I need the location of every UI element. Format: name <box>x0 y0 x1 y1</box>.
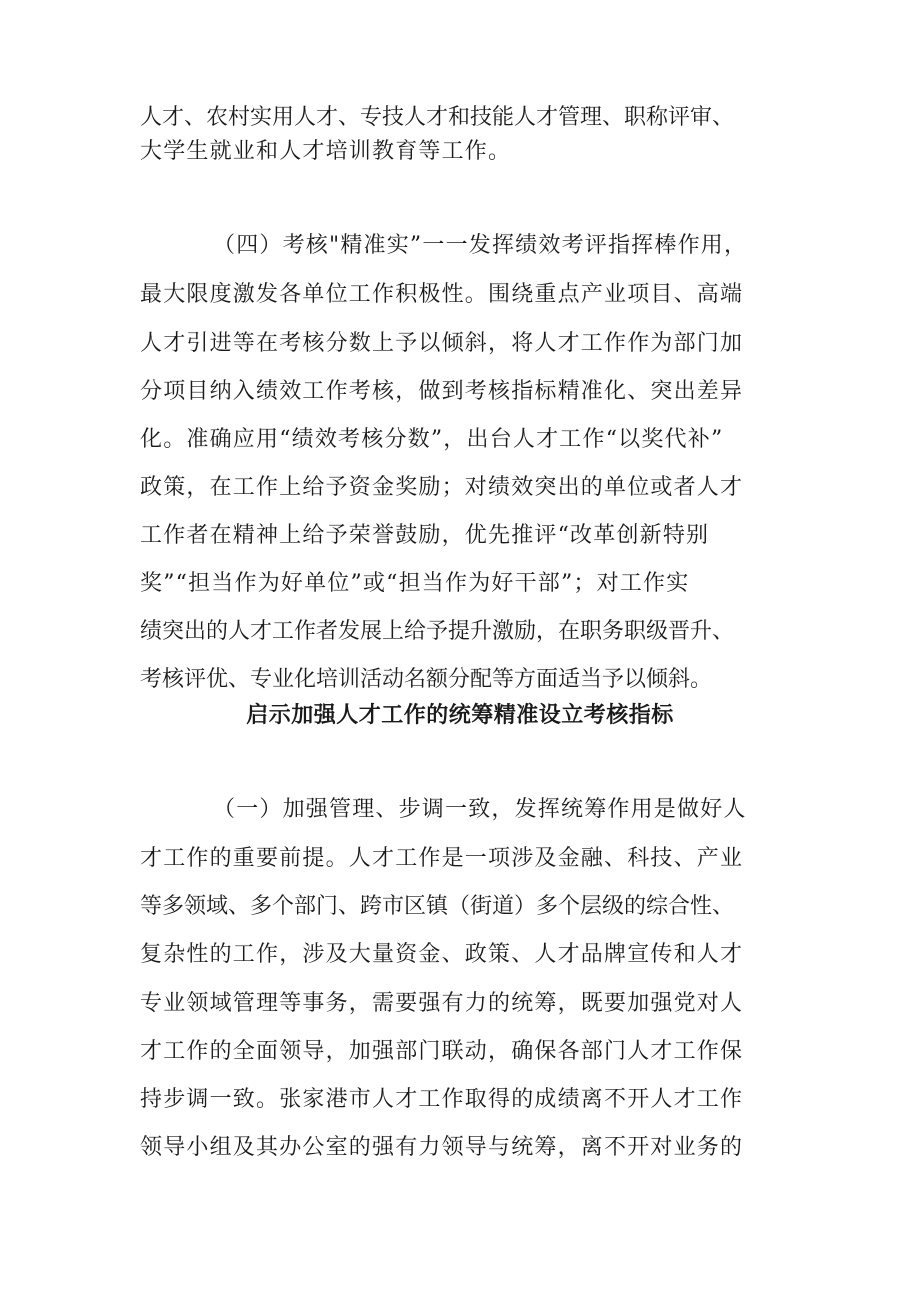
paragraph-line: 等多领域、多个部门、跨市区镇（街道）多个层级的综合性、 <box>140 894 735 919</box>
paragraph-line: 最大限度激发各单位工作积极性。围绕重点产业项目、高端 <box>140 282 744 307</box>
paragraph-line: 领导小组及其办公室的强有力领导与统筹，离不开对业务的 <box>140 1135 744 1160</box>
paragraph-line: 才工作的重要前提。人才工作是一项涉及金融、科技、产业 <box>140 846 744 871</box>
paragraph-line: 奖”“担当作为好单位”或“担当作为好干部”；对工作实 <box>140 571 690 596</box>
paragraph-line: 工作者在精神上给予荣誉鼓励，优先推评“改革创新特别 <box>140 523 710 548</box>
paragraph-line: （一）加强管理、步调一致，发挥统筹作用是做好人 <box>213 797 747 822</box>
paragraph-line: （四）考核"精准实”一一发挥绩效考评指挥棒作用， <box>213 233 748 258</box>
paragraph-line: 人才引进等在考核分数上予以倾斜，将人才工作作为部门加 <box>140 331 744 356</box>
paragraph-line: 化。准确应用“绩效考核分数”，出台人才工作“以奖代补” <box>140 427 724 452</box>
paragraph-line: 才工作的全面领导，加强部门联动，确保各部门人才工作保 <box>140 1039 744 1064</box>
paragraph-line: 专业领域管理等事务，需要强有力的统筹，既要加强党对人 <box>140 991 744 1016</box>
paragraph-line: 大学生就业和人才培训教育等工作。 <box>140 139 512 164</box>
paragraph-line: 复杂性的工作，涉及大量资金、政策、人才品牌宣传和人才 <box>140 942 744 967</box>
section-heading: 启示加强人才工作的统筹精准设立考核指标 <box>246 703 674 728</box>
paragraph-line: 持步调一致。张家港市人才工作取得的成绩离不开人才工作 <box>140 1087 744 1112</box>
paragraph-line: 分项目纳入绩效工作考核，做到考核指标精准化、突出差异 <box>140 379 744 404</box>
paragraph-line: 政策，在工作上给予资金奖励；对绩效突出的单位或者人才 <box>140 475 744 500</box>
paragraph-line: 绩突出的人才工作者发展上给予提升激励，在职务职级晋升、 <box>140 619 735 644</box>
paragraph-line: 人才、农村实用人才、专技人才和技能人才管理、职称评审、 <box>140 105 735 130</box>
paragraph-line: 考核评优、专业化培训活动名额分配等方面适当予以倾斜。 <box>140 667 713 692</box>
